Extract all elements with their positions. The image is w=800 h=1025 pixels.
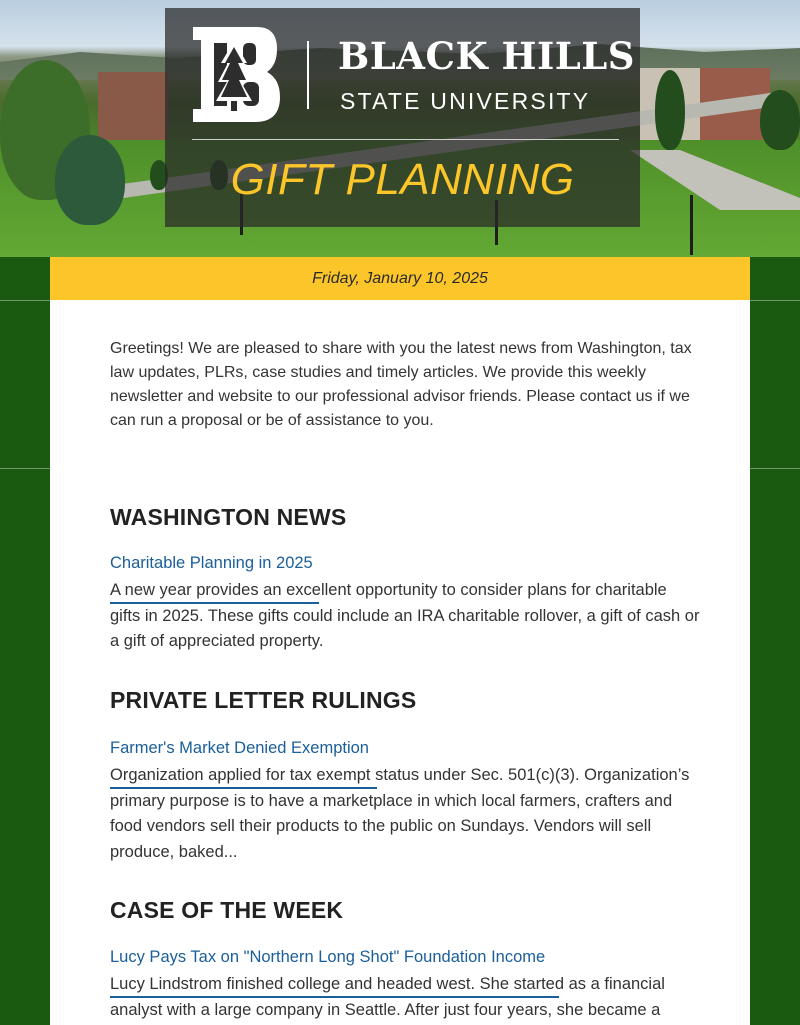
university-name: BLACK HILLS (338, 34, 636, 78)
hero-tree (55, 135, 125, 225)
intro-paragraph: Greetings! We are pleased to share with you the latest news from Washington, tax law updates, PLRs, case studies and timely articles. We provide this weekly newsletter and website to our professional advisor friends. Please contact us if we can run a proposal or be of assistance to you. (110, 340, 692, 429)
university-subtitle: STATE UNIVERSITY (340, 88, 591, 114)
article-summary: Organization applied for tax exempt status under Sec. 501(c)(3). Organization’s primary purpose is to have a marketplace in which local farmers, crafters and food vendors sell their products to the public on Sundays. Vendors will sell produce, baked... (110, 766, 690, 861)
gift-planning-tagline: GIFT PLANNING (230, 155, 575, 204)
logo-divider (307, 41, 309, 109)
logo-rule (192, 139, 619, 140)
article-link-farmers-market[interactable]: Farmer's Market Denied Exemption (110, 739, 369, 757)
section-title-washington-news: WASHINGTON NEWS (110, 504, 347, 530)
hero-tree (655, 70, 685, 150)
section-title-private-letter-rulings: PRIVATE LETTER RULINGS (110, 687, 417, 713)
date-bar: Friday, January 10, 2025 (50, 257, 750, 300)
header-hero-image (0, 0, 800, 257)
hero-building (98, 72, 168, 142)
logo-panel[interactable] (165, 8, 640, 227)
section-title-case-of-the-week: CASE OF THE WEEK (110, 897, 344, 923)
hero-tree (760, 90, 800, 150)
article-summary: A new year provides an excellent opportunity to consider plans for charitable gifts in 2025. These gifts could include an IRA charitable rollover, a gift of cash or a gift of appreciated property. (110, 581, 700, 650)
newsletter-content (50, 300, 750, 1025)
article-link-charitable-planning[interactable]: Charitable Planning in 2025 (110, 554, 313, 572)
hero-lamp-post (690, 195, 693, 255)
bhsu-logo-icon (187, 27, 280, 122)
article-link-lucy-pays-tax[interactable]: Lucy Pays Tax on "Northern Long Shot" Foundation Income (110, 948, 546, 966)
article-summary: Lucy Lindstrom finished college and headed west. She started as a financial analyst with a large company in Seattle. After just four years, she became a (110, 975, 665, 1019)
